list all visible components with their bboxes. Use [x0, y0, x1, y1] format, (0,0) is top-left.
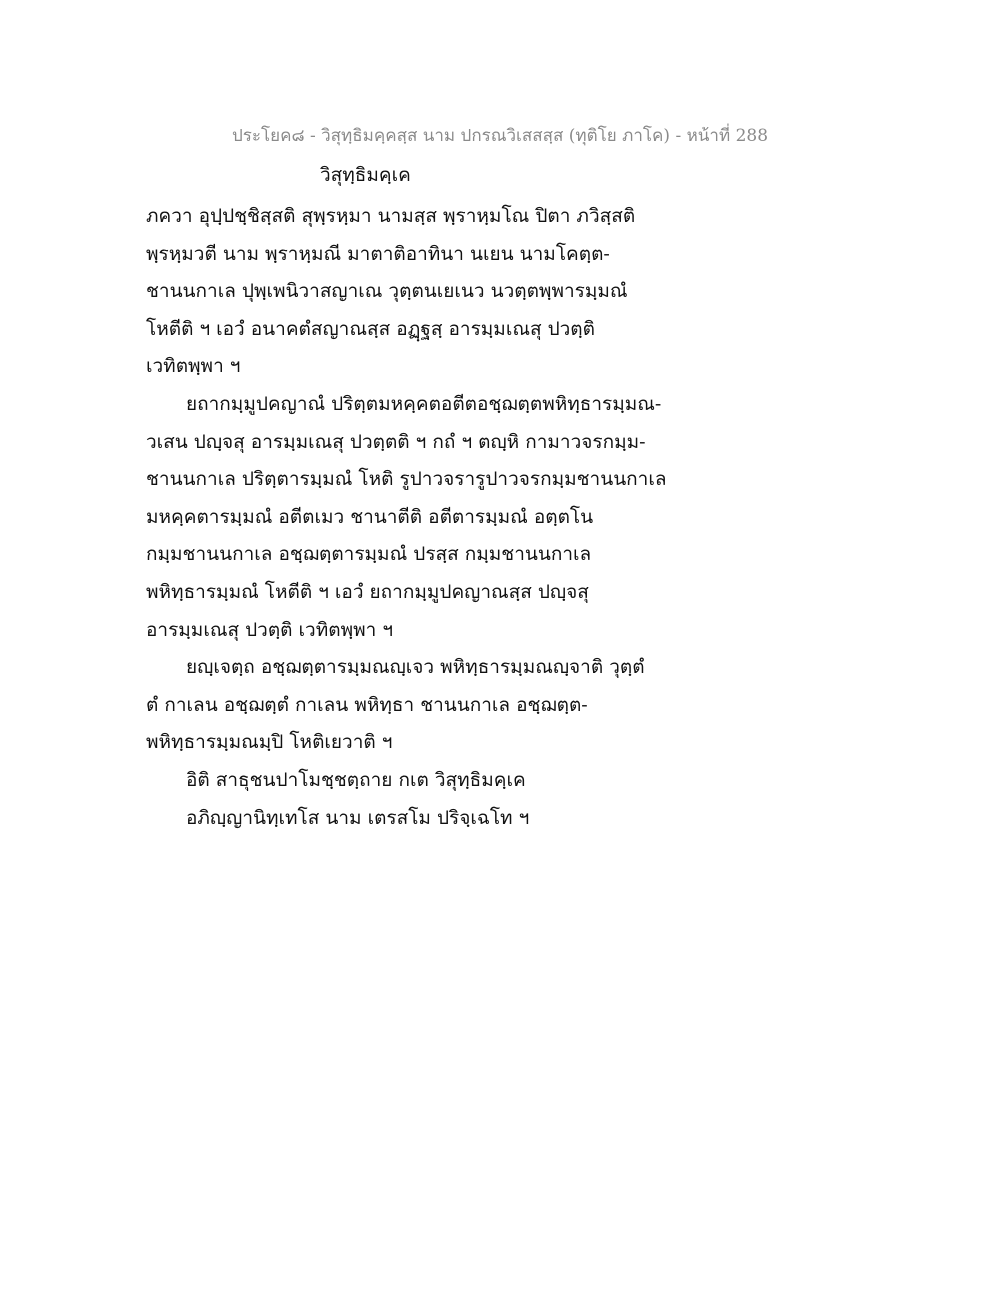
body-text — [146, 198, 706, 837]
text-line: ชานนกาเล ปุพฺเพนิวาสญาเณ วุตฺตนเยเนว นวตฺตพฺพารมฺมณํ — [146, 280, 628, 303]
text-line: พหิทฺธารมฺมณํ โหตีติ ฯ เอวํ ยถากมฺมูปคญาณสฺส ปญฺจสุ — [146, 580, 589, 603]
text-line: พฺรหฺมวตี นาม พฺราหฺมณี มาตาติอาทินา นเยน นามโคตฺต- — [146, 242, 610, 265]
colophon-line: อิติ สาธุชนปาโมชฺชตฺถาย กเต วิสุทฺธิมคฺเค — [186, 768, 526, 791]
text-line: เวทิตพฺพา ฯ — [146, 355, 241, 378]
section-title: วิสุทฺธิมคฺเค — [320, 164, 411, 186]
text-line: ภควา อุปฺปชฺชิสฺสติ สุพฺรหฺมา นามสฺส พฺราหฺมโณ ปิตา ภวิสฺสติ — [146, 205, 636, 227]
text-line: โหตีติ ฯ เอวํ อนาคตํสญาณสฺส อฏฺฐสฺ อารมฺมเณสุ ปวตฺติ — [146, 317, 595, 340]
text-line: วเสน ปญฺจสุ อารมฺมเณสุ ปวตฺตติ ฯ กถํ ฯ ตญฺหิ กามาวจรกมฺม- — [146, 430, 646, 453]
text-line: ชานนกาเล ปริตฺตารมฺมณํ โหติ รูปาวจรารูปาวจรกมฺมชานนกาเล — [146, 468, 667, 491]
text-line: มหคฺคตารมฺมณํ อตีตเมว ชานาตีติ อตีตารมฺมณํ อตฺตโน — [146, 505, 594, 528]
colophon-line: อภิญฺญานิทฺเทโส นาม เตรสโม ปริจฺเฉโท ฯ — [186, 806, 530, 829]
text-line: พหิทฺธารมฺมณมฺปิ โหติเยวาติ ฯ — [146, 731, 393, 754]
paragraph-start-line: ยถากมฺมูปคญาณํ ปริตฺตมหคฺคตอตีตอชฺฌตฺตพหิทฺธารมฺมณ- — [186, 392, 662, 415]
text-line: กมฺมชานนกาเล อชฺฌตฺตารมฺมณํ ปรสฺส กมฺมชานนกาเล — [146, 543, 592, 566]
paragraph-start-line: ยญฺเจตฺถ อชฺฌตฺตารมฺมณญฺเจว พหิทฺธารมฺมณญฺจาติ วุตฺตํ — [186, 656, 645, 679]
running-header: ประโยค๘ - วิสุทฺธิมคฺคสฺส นาม ปกรณวิเสสสฺส (ทุติโย ภาโค) - หน้าที่ 288 — [231, 126, 769, 146]
text-line: อารมฺมเณสุ ปวตฺติ เวทิตพฺพา ฯ — [146, 618, 393, 641]
text-line: ตํ กาเลน อชฺฌตฺตํ กาเลน พหิทฺธา ชานนกาเล อชฺฌตฺต- — [146, 693, 588, 716]
